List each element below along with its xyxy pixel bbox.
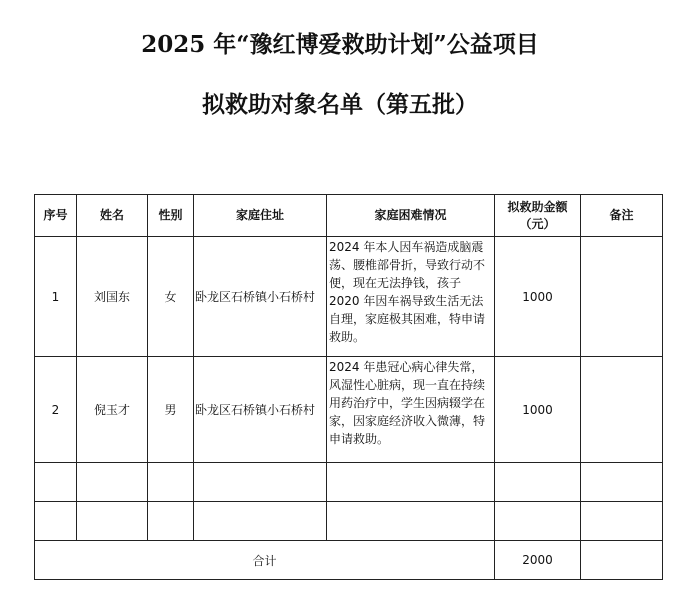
header-address: 家庭住址 xyxy=(194,195,327,237)
empty-cell xyxy=(148,463,194,502)
cell-seq: 2 xyxy=(35,357,77,463)
table-row xyxy=(35,237,663,357)
cell-gender: 男 xyxy=(148,357,194,463)
table-header-row xyxy=(35,195,663,237)
header-amount: 拟救助金额（元） xyxy=(495,195,581,237)
empty-cell xyxy=(194,463,327,502)
empty-row xyxy=(35,463,663,502)
empty-cell xyxy=(77,463,148,502)
empty-cell xyxy=(35,502,77,541)
document-title: 2025 年“豫红博爱救助计划”公益项目 xyxy=(141,31,539,58)
cell-difficulty: 2024 年本人因车祸造成脑震荡、腰椎部骨折，导致行动不便，现在无法挣钱，孩子 2020 年因车祸导致生活无法自理，家庭极其困难，特申请救助。 xyxy=(327,237,495,357)
header-name: 姓名 xyxy=(77,195,148,237)
empty-cell xyxy=(581,502,663,541)
empty-cell xyxy=(35,463,77,502)
total-row xyxy=(35,541,663,580)
total-remark xyxy=(581,541,663,580)
header-difficulty: 家庭困难情况 xyxy=(327,195,495,237)
cell-amount: 1000 xyxy=(495,237,581,357)
header-seq: 序号 xyxy=(35,195,77,237)
cell-remark xyxy=(581,237,663,357)
empty-cell xyxy=(495,502,581,541)
empty-cell xyxy=(194,502,327,541)
cell-difficulty: 2024 年患冠心病心律失常，风湿性心脏病，现一直在持续用药治疗中，学生因病辍学在家，因家庭经济收入微薄，特申请救助。 xyxy=(327,357,495,463)
empty-cell xyxy=(148,502,194,541)
header-gender: 性别 xyxy=(148,195,194,237)
total-amount: 2000 xyxy=(495,541,581,580)
cell-remark xyxy=(581,357,663,463)
cell-name: 倪玉才 xyxy=(77,357,148,463)
empty-cell xyxy=(495,463,581,502)
empty-cell xyxy=(327,463,495,502)
header-remark: 备注 xyxy=(581,195,663,237)
cell-seq: 1 xyxy=(35,237,77,357)
cell-address: 卧龙区石桥镇小石桥村 xyxy=(194,357,327,463)
total-label: 合计 xyxy=(35,541,495,580)
empty-cell xyxy=(327,502,495,541)
cell-address: 卧龙区石桥镇小石桥村 xyxy=(194,237,327,357)
cell-name: 刘国东 xyxy=(77,237,148,357)
table-row xyxy=(35,357,663,463)
recipient-table xyxy=(34,194,663,580)
cell-amount: 1000 xyxy=(495,357,581,463)
empty-row xyxy=(35,502,663,541)
cell-gender: 女 xyxy=(148,237,194,357)
empty-cell xyxy=(77,502,148,541)
empty-cell xyxy=(581,463,663,502)
document-subtitle: 拟救助对象名单（第五批） xyxy=(202,91,478,118)
